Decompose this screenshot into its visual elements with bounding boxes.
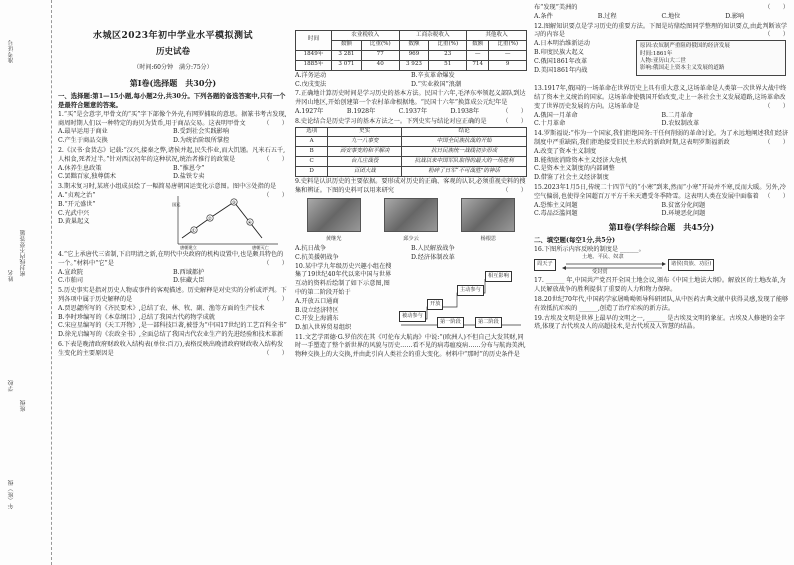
option: D.经济体制改革 — [411, 253, 455, 261]
table-subheader: 比重(%) — [489, 40, 527, 50]
option: D.影响 — [725, 12, 745, 20]
option: C.是资本主义制度的内部调整 — [534, 165, 615, 173]
option: C.毒品泛滥问题 — [534, 210, 578, 218]
option: A.休养生息政策 — [58, 164, 102, 172]
table-cell: 714 — [467, 60, 489, 70]
summary-line: 原因:农奴制严重阻碍俄国的经济发展 — [640, 43, 730, 50]
flow-box-open: 开放 — [427, 299, 443, 310]
table-row — [296, 50, 527, 60]
option: C.抗美援朝战争 — [295, 253, 339, 261]
table-cell: 百团大战 — [328, 167, 402, 177]
question-5-options — [58, 305, 288, 340]
question-7-text: 7.正确地计算历史时间是学习历史的基本方法。民国十六年,毛泽东率领起义部队到达井冈山地区,开始创建第一个农村革命根据地。“民国十六年”换算成公元纪年是 — [295, 90, 526, 107]
feudal-system-diagram — [534, 254, 789, 276]
chart-point-3: ③ — [231, 201, 236, 207]
option: D.美国1861年内战 — [534, 66, 588, 74]
option: A.“贞观之治” — [58, 192, 96, 200]
interaction-flow-diagram — [397, 269, 525, 331]
table-header: 其他收入 — [467, 31, 527, 41]
name-label: 姓名 — [9, 270, 15, 282]
feudal-duty-label: 受封赏 — [592, 269, 608, 276]
option: A.改变了资本主义制度 — [534, 147, 597, 155]
option: A.最早运用于商业 — [58, 128, 108, 136]
option: C.戊戌变法 — [295, 80, 327, 88]
option: D.驻藏大臣 — [173, 277, 205, 285]
option: B.辛亥革命爆发 — [411, 71, 455, 79]
flow-box-lead: 相互影响 — [485, 271, 512, 282]
option: B.李时珍编写的《本草纲目》,总结了我国古代药物学成就 — [58, 313, 215, 321]
question-5-text: 5.历史事实是指对历史人物或事件的客观描述。历史解释是对史实的分析或评判。下列各项中属于历史解释的是 — [58, 287, 287, 304]
question-6: 6.下表是晚清政府财政收入结构表(单位:百万),表格反映出晚清政府财政收入结构发生变化的主要原因是 （ ） — [58, 341, 288, 357]
table-cell: 9 — [489, 60, 527, 70]
option: A.抗日战争 — [295, 244, 327, 252]
option: B.设立经济特区 — [295, 306, 339, 314]
table-cell: 51 — [429, 60, 467, 70]
option: A.贾思勰所写的《齐民要术》,总结了农、林、牧、副、渔等方面的生产技术 — [58, 304, 265, 312]
question-2-text: 2.《汉书·食货志》记载:“汉兴,接秦之弊,诸侯并起,民失作业,而大饥馑。凡米石五千,人相食,死者过半。”针对西汉初年的这种状况,统治者推行的政策是 — [58, 147, 286, 163]
photo-caption: 杨根思 — [480, 235, 497, 242]
option: B.“开元盛世” — [58, 200, 96, 208]
option: A.恐怖主义问题 — [534, 201, 578, 209]
question-6-text: 6.下表是晚清政府财政收入结构表(单位:百万),表格反映出晚清政府财政收入结构发生变化的主要原因是 — [58, 341, 284, 357]
question-12-options — [534, 40, 632, 75]
question-5: 5.历史事实是指对历史人物或事件的客观描述。历史解释是对史实的分析或评判。下列各项中属于历史解释的是 （ ） — [58, 287, 288, 304]
chart-label-fall: 唐朝灭亡 — [252, 245, 269, 251]
option: D.农奴制改革 — [661, 120, 700, 128]
question-14: 14.罗斯福说:“作为一个国家,我们拒绝国务:干任何削弱的革命讨论。为了永远地阐述我们经济制度中严重缺陷,我们拒绝接受旧民主形式的新政时期,这表明罗斯福新政 （ ） — [534, 130, 789, 146]
table-row — [296, 167, 527, 177]
question-12-text: 12.图解知识要点是学习历史的重要方法。下图是坊鼎绘图同学整理的知识要点,由此判断该学习的内容是 — [534, 22, 788, 39]
option: A.条件 — [534, 12, 553, 20]
table-header: 结论 — [402, 127, 527, 137]
table-cell: — — [467, 50, 489, 60]
option: D.环境恶化问题 — [661, 210, 706, 218]
question-8-text: 8.史论结合是历史学习的基本方法之一。下列史实与结论对应正确的是 — [295, 117, 487, 125]
flow-box-active: 主动参与 — [457, 285, 484, 296]
option: B.“推恩令” — [173, 164, 205, 172]
table-cell: 抗战以来中国军队取得的最大的一场胜利 — [402, 157, 527, 167]
question-2: 2.《汉书·食货志》记载:“汉兴,接秦之弊,诸侯并起,民失作业,而大饥馑。凡米石五千,人相食,死者过半。”针对西汉初年的这种状况,统治者推行的政策是 （ ） — [58, 147, 288, 163]
flow-box-passive: 被动参与 — [399, 311, 426, 322]
part1-instruction: 一、选择题:第1—15小题,每小题2分,共30分。下列各题的备选答案中,只有一个是最符合题意的答案。 — [58, 91, 286, 109]
table-cell: 40 — [361, 60, 399, 70]
question-6-options — [295, 72, 527, 90]
option: D.借鉴了社会主义经济制度 — [534, 174, 609, 182]
question-9-photos — [295, 198, 527, 243]
table-cell: 77 — [361, 50, 399, 60]
table-row — [296, 60, 527, 70]
table-cell: 969 — [399, 50, 429, 60]
question-4-options — [58, 269, 288, 287]
table-cell: 1885年 — [296, 60, 332, 70]
question-15-text: 15.2023年1月5日,传统二十四节气的“小寒”到来,然而“小寒”开局并不寒,反而大暖。另外,冷空气偏弱,也使得全国超百万平方千米天遭受冬季降雪。这表明人类在发展中面临着 — [534, 183, 786, 200]
table-cell: 抗日民族统一战线初步形成 — [402, 147, 527, 157]
table-subheader: 数额 — [467, 40, 489, 50]
question-4-text: 4.“它上承唐代三省制,下启明清之新,在明代中央政府的机构设置中,也是颇具特色的一个。”材料中“它”是 — [58, 251, 284, 267]
table-header: 史实 — [328, 127, 402, 137]
question-11-options — [534, 13, 789, 22]
question-2-options — [58, 165, 288, 183]
table-cell: — — [489, 50, 527, 60]
fill-heading: 二、填空题(每空1分,共5分) — [534, 235, 616, 244]
class-label: 班级 — [21, 400, 27, 412]
feudal-grant-label: 土地、平民、奴隶 — [582, 254, 624, 261]
seal-notice: 密封线内不要答题 — [21, 230, 27, 277]
question-10 — [295, 263, 527, 333]
question-3-body — [58, 192, 288, 250]
option: D.1938年 — [450, 107, 480, 115]
table-cell: 台儿庄战役 — [328, 157, 402, 167]
question-16: 16.下图所示内容反映的制度是 ______。 — [534, 245, 645, 253]
table-subheader: 数额 — [399, 40, 429, 50]
table-subheader: 比重(%) — [429, 40, 467, 50]
question-12-body — [534, 40, 789, 84]
exam-meta: （时间:60分钟 满分:75分） — [133, 63, 213, 71]
table-row — [296, 147, 527, 157]
question-7-options — [295, 108, 502, 117]
option: C.罢黜百家,独尊儒术 — [58, 173, 116, 181]
chart-ylabel: 国运 — [172, 202, 181, 208]
photo-figure — [384, 198, 438, 243]
option: C.十月革命 — [534, 120, 566, 128]
option: A.日本明治维新运动 — [534, 40, 590, 48]
option: B.过程 — [597, 12, 617, 20]
option: A.宣政院 — [58, 268, 83, 276]
option: B.二月革命 — [661, 111, 693, 119]
option: A.1927年 — [295, 107, 324, 115]
photo-caption: 邱少云 — [403, 235, 419, 242]
option: B.能彻底消除资本主义经济大危机 — [534, 156, 628, 164]
part1-heading: 第Ⅰ卷(选择题 共30分) — [129, 78, 217, 89]
table-header: 时间 — [296, 31, 332, 51]
question-11 — [295, 334, 527, 360]
option: B.贫富分化问题 — [661, 201, 706, 209]
table-cell: 3 281 — [331, 50, 361, 60]
question-1-options — [58, 128, 288, 146]
option: D.盐铁专卖 — [173, 173, 205, 181]
option: C.宋应星编写的《天工开物》,是一部科技巨著,被誉为“中国17世纪的工艺百科全书” — [58, 322, 287, 330]
option: C.开发上海浦东 — [295, 315, 339, 323]
option: A.俄国一月革命 — [534, 111, 578, 119]
option: C.光武中兴 — [58, 209, 90, 217]
option: D.加入世界贸易组织 — [295, 324, 352, 332]
question-8: 8.史论结合是历史学习的基本方法之一。下列史实与结论对应正确的是 （ ） — [295, 117, 527, 125]
question-9-text: 9.史料是认识历史的主要依据。要形成对历史的正确、客观的认识,必须重视史料的搜集和辨证。下图的史料可以用来研究 — [295, 178, 526, 195]
question-3: 3.期末复习时,某班小组成员绘了一幅简易唐朝国运变化示意图。图中③处指的是 （ ） — [58, 183, 288, 200]
flow-box-stage1: 第一阶段 — [437, 317, 464, 328]
chart-point-4: ④ — [247, 221, 252, 227]
feudal-arrows — [534, 254, 784, 276]
question-9: 9.史料是认识历史的主要依据。要形成对历史的正确、客观的认识,必须重视史料的搜集和辨证。下图的史料可以用来研究 （ ） — [295, 178, 527, 195]
option: C.产生于商品交换 — [58, 137, 108, 145]
school-label: 学校 — [9, 380, 15, 392]
table-cell: C — [296, 157, 328, 167]
revenue-table — [295, 30, 527, 71]
question-12: 12.图解知识要点是学习历史的重要方法。下图是坊鼎绘图同学整理的知识要点,由此判断该学习的内容是 （ ） — [534, 22, 789, 39]
question-13-text: 13.1917年,俄国的一场革命在世界历史上具有重大意义,这场革命是人类第一次世界大战中终结了资本主义统治的国家。这场革命使俄国开始改变,走上一条社会主义发展道路,这场革命改变了世界历史发展的方向。这场革命是 — [534, 85, 787, 110]
question-4: 4.“它上承唐代三省制,下启明清之新,在明代中央政府的机构设置中,也是颇具特色的一个。”材料中“它”是 （ ） — [58, 251, 288, 267]
option: C.1937年 — [398, 107, 428, 115]
option: C.俄国1861年改革 — [534, 57, 588, 65]
question-1-text: 1.“买”是会意字,甲骨文的“买”字下部像个外壳,有网罗捕取的意思。据篆书考古发现,商周时期人们以一种特定的海贝为货币,用于商品交易。这表明甲骨文 — [58, 110, 287, 127]
table-cell: 九一八事变 — [328, 137, 402, 147]
hero-photo — [307, 198, 361, 232]
column-2 — [295, 30, 527, 560]
exam-subject: 历史试卷 — [155, 46, 190, 57]
seal-margin — [0, 0, 52, 565]
hero-photo — [384, 198, 438, 232]
table-header-row — [296, 31, 527, 41]
feudal-box-king: 周天子 — [534, 259, 556, 270]
question-17: 17. ______ 年,中国共产党召开全国土地会议,颁布《中国土地法大纲》。解放区的土地改革,为人民解放战争的胜利提供了重要的人力和物力保障。 — [534, 277, 786, 294]
reform-summary-box — [636, 40, 786, 76]
question-13-options — [534, 112, 789, 130]
exam-title: 水城区2023年初中学业水平模拟测试 — [92, 31, 254, 41]
table-cell: 中国全民族抗战的开始 — [402, 137, 527, 147]
photo-caption: 黄继光 — [325, 235, 342, 242]
question-18: 18.20世纪70年代,中国药学家屠呦呦领导科研团队,从中医药古典文献中获得灵感,发现了能够有效抵抗疟疾的 ______,创造了治疗疟疾的新方法。 — [534, 295, 789, 312]
question-15-options — [534, 202, 789, 220]
question-15: 15.2023年1月5日,传统二十四节气的“小寒”到来,然而“小寒”开局并不寒,反而大暖。另外,冷空气偏弱,也使得全国超百万平方千米天遭受冬季降雪。这表明人类在发展中面临着 （ ） — [534, 183, 789, 200]
chart-label-rise: 唐朝建立 — [180, 245, 197, 251]
table-header-row — [296, 127, 527, 137]
column-3 — [534, 4, 789, 564]
table-row — [296, 137, 527, 147]
question-11-tail: 布“发现”美洲的 （ ） — [534, 4, 789, 11]
part2-heading: 第Ⅱ卷(学科综合题 共45分) — [608, 222, 715, 233]
option: C.地位 — [661, 12, 681, 20]
question-14-options — [534, 148, 789, 183]
question-11-text: 11.文艺学雷德·G.罗伯茨在其《可伦布大航海》中说:“(欧洲人)不但自己大发其财,同时一手塑造了整个新世界的风貌与历史……看不见的病毒瘟疫病……分布与航海美洲,物种交换上的大交换,并由此引向人类社会的重大变化。材料中“那时”的历史条件是 — [295, 333, 526, 359]
summary-line: 人物:亚历山大二世 — [640, 58, 686, 65]
feudal-box-lords: 诸侯(贵族、功臣) — [668, 259, 714, 270]
option: B.西域都护 — [173, 268, 205, 276]
table-header: 工商杂税收入 — [399, 31, 467, 41]
option: A.洋务运动 — [295, 71, 327, 79]
table-cell: D — [296, 167, 328, 177]
option: D.“实业救国”浪潮 — [411, 80, 462, 88]
photo-figure — [461, 198, 515, 243]
table-cell: 3 071 — [331, 60, 361, 70]
tang-dynasty-chart — [170, 192, 282, 250]
history-table — [295, 127, 527, 178]
table-header: 选项 — [296, 127, 328, 137]
table-cell: 西安事变的和平解决 — [328, 147, 402, 157]
table-cell: 1849年 — [296, 50, 332, 60]
question-1: 1.“买”是会意字,甲骨文的“买”字下部像个外壳,有网罗捕取的意思。据篆书考古发现,商周时期人们以一种特定的海贝为货币,用于商品交易。这表明甲骨文 （ ） — [58, 110, 288, 127]
question-3-options — [58, 192, 158, 227]
option: C.市舶司 — [58, 277, 84, 285]
chart-point-1: ① — [191, 229, 196, 235]
grade-label: 年（班）级 — [9, 480, 15, 509]
option: B.人民解放战争 — [411, 244, 455, 252]
column-1 — [58, 30, 288, 560]
option: D.徐光启编写的《农政全书》,全面总结了我国古代农业生产的先进经验和技术革新 — [58, 331, 284, 339]
question-19: 19.古埃及文明是世界上最早的文明之一, ______ 是古埃及文明的象征。古埃及人修建的金字塔,体现了古代埃及人的高超技术,是古代埃及人智慧的结晶。 — [534, 314, 785, 331]
question-10-text-block — [295, 263, 393, 333]
question-7: 7.正确地计算历史时间是学习历史的基本方法。民国十六年,毛泽东率领起义部队到达井冈山地区,开始创建第一个农村革命根据地。“民国十六年”换算成公元纪年是 （ ） — [295, 90, 527, 115]
summary-line: 影响:俄国走上资本主义发展的道路 — [640, 65, 725, 72]
summary-line: 时间:1861年 — [640, 50, 673, 57]
table-subheader: 比重(%) — [361, 40, 399, 50]
question-14-text: 14.罗斯福说:“作为一个国家,我们拒绝国务:干任何削弱的革命讨论。为了永远地阐述我们经济制度中严重缺陷,我们拒绝接受旧民主形式的新政时期,这表明罗斯福新政 — [534, 130, 789, 146]
option: A.开放五口通商 — [295, 297, 339, 305]
table-subheader: 数额 — [331, 40, 361, 50]
table-cell: B — [296, 147, 328, 157]
option: D.为统治阶级所掌控 — [173, 137, 230, 145]
question-9-options — [295, 245, 527, 263]
chart-point-2: ② — [207, 217, 212, 223]
table-cell: A — [296, 137, 328, 147]
question-13: 13.1917年,俄国的一场革命在世界历史上具有重大意义,这场革命是人类第一次世界大战中终结了资本主义统治的国家。这场革命使俄国开始改变,走上一条社会主义发展道路,这场革命改变了世界历史发展的方向。这场革命是 （ ） — [534, 85, 789, 110]
table-cell: 3 923 — [399, 60, 429, 70]
question-3-text: 3.期末复习时,某班小组成员绘了一幅简易唐朝国运变化示意图。图中③处指的是 — [58, 183, 277, 191]
option: D.黄巢起义 — [58, 218, 90, 226]
question-10-text: 10.某中学九年级历史兴趣小组在搜集了19世纪40年代以来中国与世界互动的资料后绘制了如下示意图,图中的第二阶段开始于 — [295, 262, 392, 296]
table-row — [296, 157, 527, 167]
question-11-tail-text: 布“发现”美洲的 — [534, 4, 578, 11]
photo-figure — [307, 198, 361, 243]
table-cell: 23 — [429, 50, 467, 60]
table-header: 农业税收入 — [331, 31, 399, 41]
hero-photo — [461, 198, 515, 232]
table-cell: 粉碎了日军“不可战胜”的神话 — [402, 167, 527, 177]
option: B.1928年 — [346, 107, 376, 115]
exam-no-label: 准考证号 — [9, 40, 15, 64]
option: B.印度民族大起义 — [534, 48, 584, 56]
option: B.受到社会实践影响 — [173, 128, 230, 136]
flow-box-stage2: 第二阶段 — [475, 317, 502, 328]
